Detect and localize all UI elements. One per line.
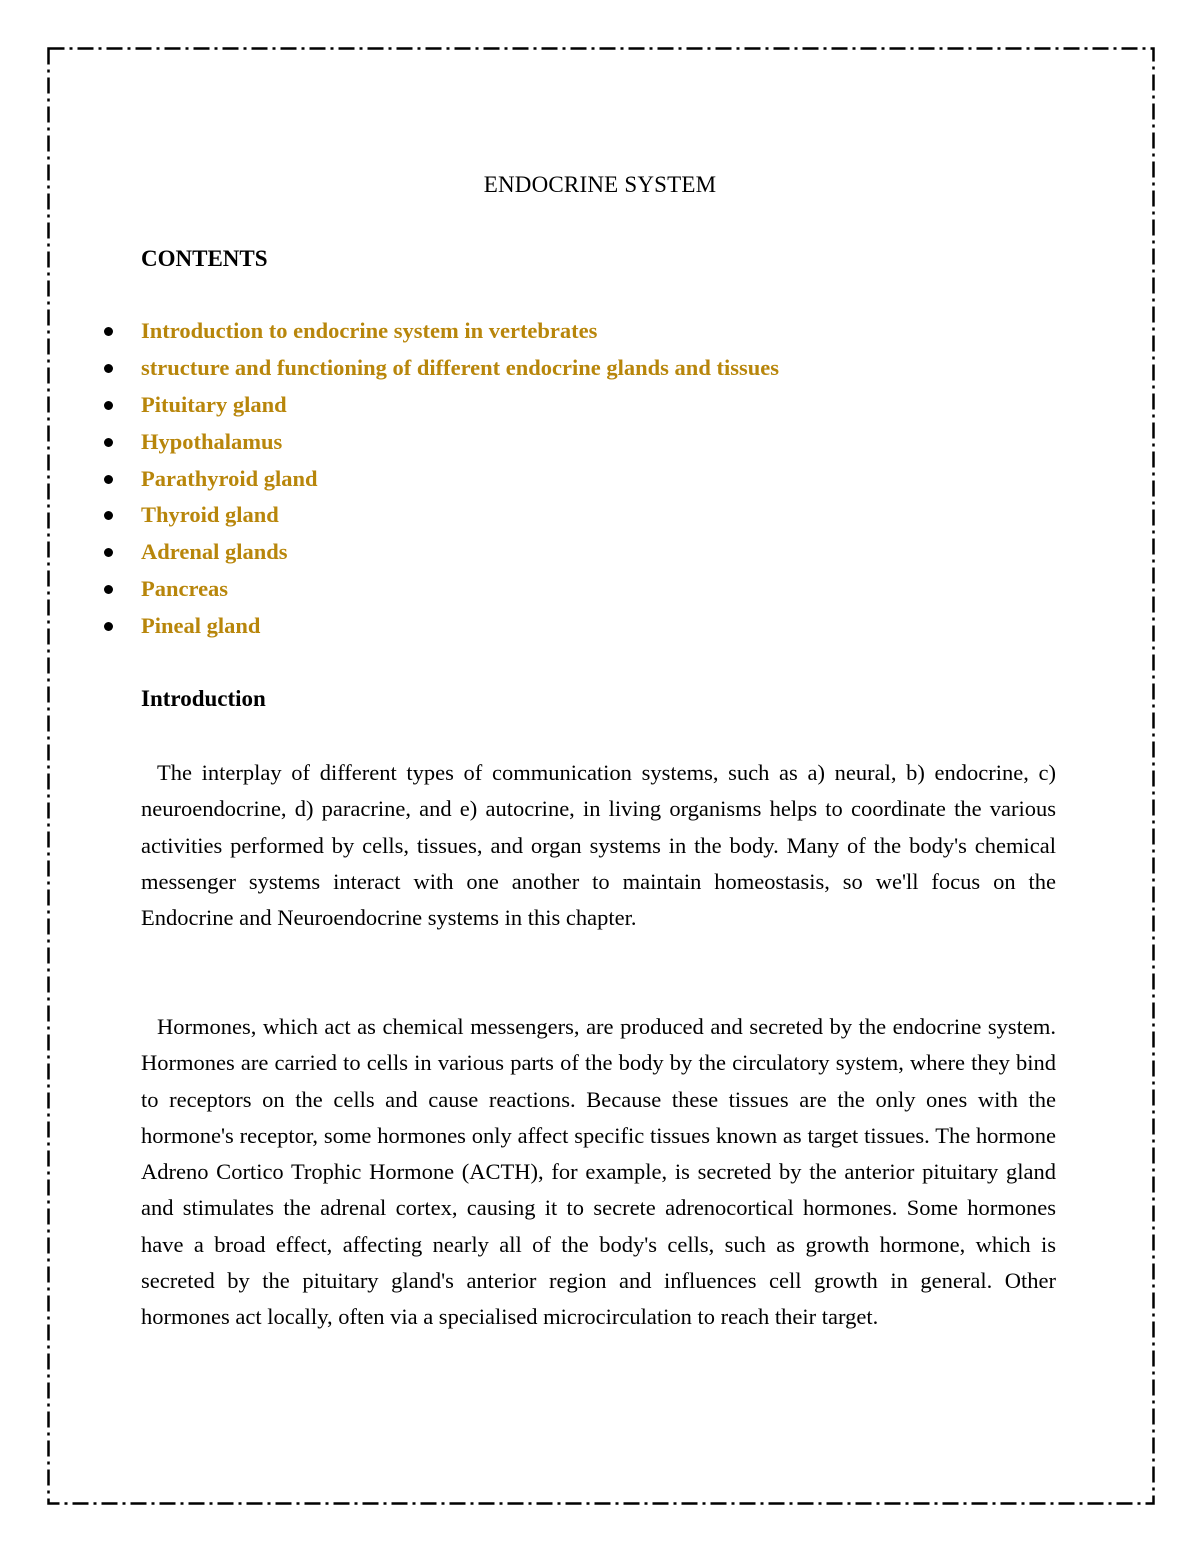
bullet-icon	[104, 622, 113, 631]
contents-item-label: Hypothalamus	[141, 428, 283, 454]
bullet-icon	[104, 585, 113, 594]
contents-heading: CONTENTS	[141, 246, 268, 271]
bullet-icon	[104, 475, 113, 484]
contents-item	[100, 387, 779, 424]
contents-item	[100, 461, 779, 498]
contents-item-label: Parathyroid gland	[141, 465, 318, 491]
bullet-icon	[104, 438, 113, 447]
contents-item	[100, 313, 779, 350]
bullet-icon	[104, 327, 113, 336]
contents-item	[100, 350, 779, 387]
bullet-icon	[104, 511, 113, 520]
contents-item	[100, 424, 779, 461]
document-title: ENDOCRINE SYSTEM	[483, 172, 717, 197]
bullet-icon	[104, 364, 113, 373]
introduction-paragraph-1: The interplay of different types of communication systems, such as a) neural, b) endocrine, c) neuroendocrine, d) paracrine, and e) autocrine, in living organisms helps to coordinate the various activities performed by cells, tissues, and organ systems in the body. Many of the body's chemical messenger systems interact with one another to maintain homeostasis, so we'll focus on the Endocrine and Neuroendocrine systems in this chapter.	[141, 760, 1056, 931]
contents-item-label: Pineal gland	[141, 613, 261, 639]
introduction-paragraph-2: Hormones, which act as chemical messengers, are produced and secreted by the endocrine system. Hormones are carried to cells in various parts of the body by the circulatory system, where they bind to receptors on the cells and cause reactions. Because these tissues are the only ones with the hormone's receptor, some hormones only affect specific tissues known as target tissues. The hormone Adreno Cortico Trophic Hormone (ACTH), for example, is secreted by the anterior pituitary gland and stimulates the adrenal cortex, causing it to secrete adrenocortical hormones. Some hormones have a broad effect, affecting nearly all of the body's cells, such as growth hormone, which is secreted by the pituitary gland's anterior region and influences cell growth in general. Other hormones act locally, often via a specialised microcirculation to reach their target.	[141, 1014, 1056, 1330]
contents-item-label: Introduction to endocrine system in vertebrates	[141, 318, 598, 343]
contents-item-label: Pancreas	[141, 576, 229, 602]
bullet-icon	[104, 548, 113, 557]
contents-item	[100, 497, 779, 534]
contents-item	[100, 534, 779, 571]
contents-item	[100, 608, 779, 645]
contents-item	[100, 571, 779, 608]
contents-item-label: structure and functioning of different endocrine glands and tissues	[141, 354, 779, 380]
contents-item-label: Adrenal glands	[141, 539, 288, 565]
contents-item-label: Pituitary gland	[141, 391, 287, 417]
contents-list	[100, 313, 779, 645]
introduction-heading: Introduction	[141, 686, 266, 711]
contents-item-label: Thyroid gland	[141, 502, 279, 528]
bullet-icon	[104, 401, 113, 410]
